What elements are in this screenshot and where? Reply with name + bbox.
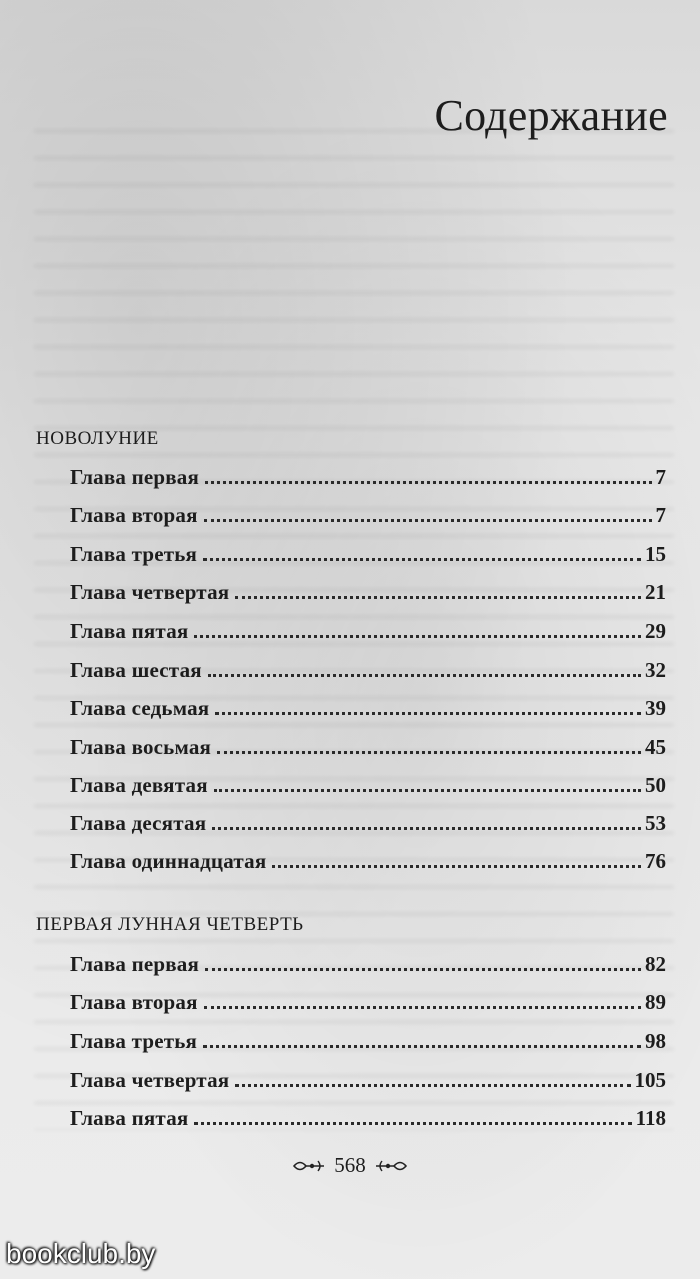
toc-entry-label: Глава четвертая [70,580,230,604]
section-heading-novolunie: НОВОЛУНИЕ [36,428,159,449]
toc-entry [70,990,666,1020]
toc-entry [70,542,666,572]
toc-entry-page: 105 [634,1068,666,1092]
dot-leader [217,751,641,754]
toc-entry-page: 89 [645,990,666,1014]
toc-entry-page: 7 [655,465,666,489]
page-number: 568 [334,1153,366,1177]
toc-entry-label: Глава одиннадцатая [70,849,267,873]
page-footer [0,1153,700,1178]
dot-leader [208,674,641,677]
toc-entry-label: Глава десятая [70,811,207,835]
dot-leader [205,481,651,484]
toc-entry-page: 29 [645,619,666,643]
toc-entry [70,465,666,495]
toc-entry-label: Глава пятая [70,1106,189,1130]
toc-entry-page: 53 [645,811,666,835]
toc-entry-page: 118 [635,1106,666,1130]
watermark-text: bookclub.by [6,1238,156,1269]
dot-leader [194,635,641,638]
toc-entry [70,1106,666,1136]
dot-leader [194,1122,631,1125]
toc-entry-page: 15 [645,542,666,566]
toc-entry [70,1068,666,1098]
left-ornament-icon [292,1157,326,1175]
toc-entry-label: Глава вторая [70,503,198,527]
toc-entry-label: Глава первая [70,952,200,976]
toc-entry [70,849,666,879]
toc-entry [70,696,666,726]
toc-entry-label: Глава шестая [70,658,202,682]
dot-leader [214,789,641,792]
toc-entry-page: 76 [645,849,666,873]
dot-leader [203,1045,641,1048]
toc-entry-page: 21 [645,580,666,604]
toc-entry-page: 39 [645,696,666,720]
dot-leader [212,827,641,830]
toc-entry-label: Глава первая [70,465,200,489]
toc-entry-label: Глава седьмая [70,696,210,720]
dot-leader [204,1006,641,1009]
toc-entry [70,1029,666,1059]
toc-entry-label: Глава четвертая [70,1068,230,1092]
dot-leader [204,519,652,522]
toc-entry [70,619,666,649]
toc-entry-page: 45 [645,735,666,759]
right-ornament-icon [374,1157,408,1175]
toc-entry-label: Глава восьмая [70,735,212,759]
toc-entry-page: 7 [655,503,666,527]
toc-entry [70,503,666,533]
toc-entry [70,773,666,803]
toc-entry-label: Глава девятая [70,773,208,797]
toc-entry [70,952,666,982]
dot-leader [235,1084,630,1087]
page-title: Содержание [434,91,668,140]
toc-entry-page: 50 [645,773,666,797]
dot-leader [203,558,641,561]
dot-leader [235,596,641,599]
dot-leader [215,712,641,715]
section-heading-first-quarter: ПЕРВАЯ ЛУННАЯ ЧЕТВЕРТЬ [36,914,304,935]
dot-leader [272,865,641,868]
toc-entry [70,658,666,688]
toc-entry-page: 82 [645,952,666,976]
toc-entry [70,811,666,841]
toc-entry-page: 32 [645,658,666,682]
toc-entry-label: Глава третья [70,542,198,566]
toc-entry-page: 98 [645,1029,666,1053]
toc-entry [70,735,666,765]
toc-entry-label: Глава третья [70,1029,198,1053]
toc-entry-label: Глава вторая [70,990,198,1014]
toc-entry-label: Глава пятая [70,619,189,643]
toc-entry [70,580,666,610]
dot-leader [205,968,641,971]
